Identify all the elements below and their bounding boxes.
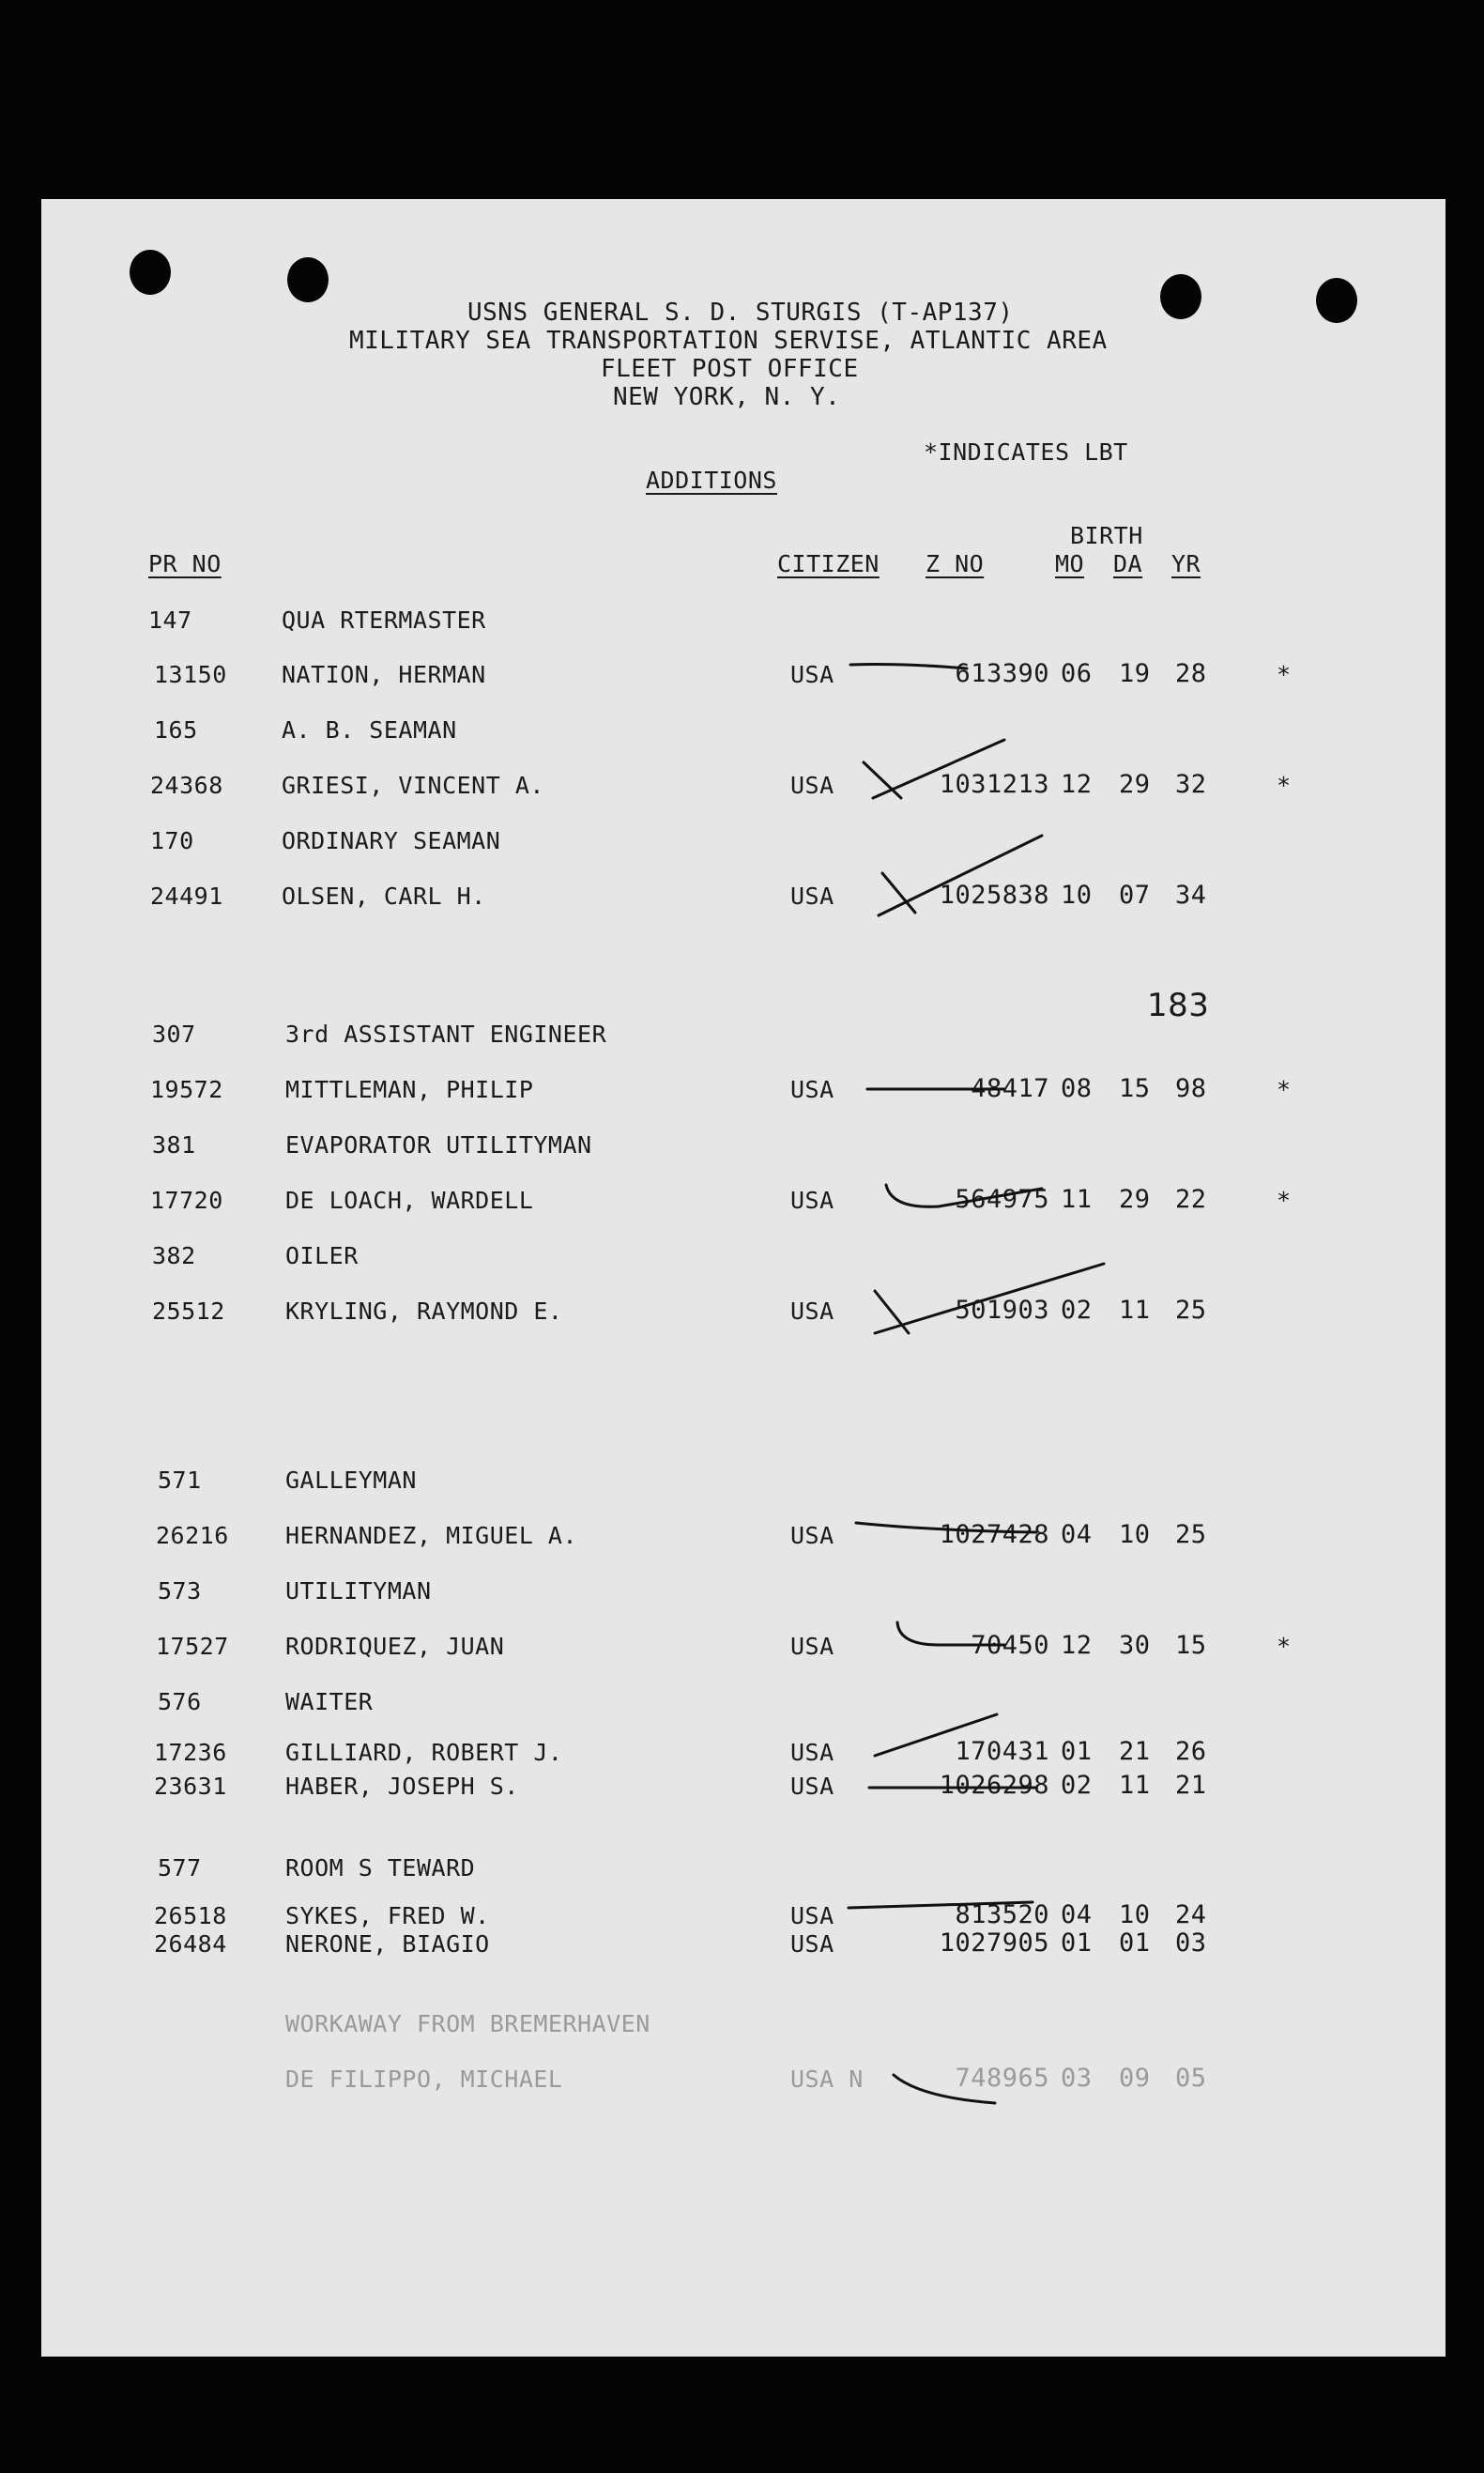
- lbt-legend: *INDICATES LBT: [924, 438, 1128, 466]
- birth-year: 25: [1175, 1520, 1207, 1549]
- pr-number: 13150: [154, 661, 227, 688]
- row-name: OLSEN, CARL H.: [282, 883, 486, 910]
- citizen-cell: USA: [790, 1773, 834, 1800]
- pr-number: 573: [158, 1577, 202, 1605]
- citizen-cell: USA: [790, 1902, 834, 1929]
- citizen-cell: USA N: [790, 2066, 864, 2093]
- row-name: SYKES, FRED W.: [285, 1902, 490, 1929]
- row-name: HABER, JOSEPH S.: [285, 1773, 519, 1800]
- lbt-marker: *: [1277, 1633, 1292, 1660]
- pr-number: 26484: [154, 1930, 227, 1958]
- row-name: NERONE, BIAGIO: [285, 1930, 490, 1958]
- row-name: HERNANDEZ, MIGUEL A.: [285, 1522, 578, 1549]
- birth-year: 21: [1175, 1771, 1207, 1800]
- birth-month: 12: [1061, 1631, 1093, 1660]
- row-name: UTILITYMAN: [285, 1577, 432, 1605]
- birth-day: 11: [1119, 1296, 1151, 1325]
- header-line-1: USNS GENERAL S. D. STURGIS (T-AP137): [467, 299, 1014, 327]
- birth-year: 05: [1175, 2064, 1207, 2093]
- citizen-cell: USA: [790, 1076, 834, 1103]
- citizen-cell: USA: [790, 772, 834, 799]
- citizen-cell: USA: [790, 1739, 834, 1766]
- header-line-4: NEW YORK, N. Y.: [613, 383, 841, 411]
- birth-year: 34: [1175, 881, 1207, 910]
- birth-year: 15: [1175, 1631, 1207, 1660]
- row-name: ORDINARY SEAMAN: [282, 827, 501, 854]
- birth-day: 21: [1119, 1737, 1151, 1766]
- birth-year: 25: [1175, 1296, 1207, 1325]
- yr-header: YR: [1171, 550, 1201, 577]
- citizen-header: CITIZEN: [777, 550, 880, 577]
- birth-month: 06: [1061, 659, 1093, 688]
- row-name: GRIESI, VINCENT A.: [282, 772, 544, 799]
- lbt-marker: *: [1277, 1187, 1292, 1214]
- pr-number: 170: [150, 827, 194, 854]
- z-number: 48417: [971, 1074, 1049, 1103]
- row-name: WORKAWAY FROM BREMERHAVEN: [285, 2010, 650, 2037]
- pr-number: 25512: [152, 1298, 225, 1325]
- header-line-3: FLEET POST OFFICE: [601, 355, 859, 383]
- row-name: MITTLEMAN, PHILIP: [285, 1076, 534, 1103]
- punch-hole: [1316, 278, 1357, 323]
- mo-header: MO: [1055, 550, 1085, 577]
- da-header: DA: [1113, 550, 1143, 577]
- birth-header: BIRTH: [1070, 522, 1143, 549]
- z-number: 813520: [955, 1900, 1049, 1929]
- punch-hole: [130, 250, 171, 295]
- birth-month: 04: [1061, 1900, 1093, 1929]
- document-page: [41, 199, 1446, 2357]
- z-number: 613390: [955, 659, 1049, 688]
- pr-number: 24368: [150, 772, 223, 799]
- z-number: 748965: [955, 2064, 1049, 2093]
- birth-year: 22: [1175, 1185, 1207, 1214]
- birth-day: 07: [1119, 881, 1151, 910]
- birth-year: 24: [1175, 1900, 1207, 1929]
- pr-number: 26216: [156, 1522, 229, 1549]
- z-no-header: Z NO: [926, 550, 985, 577]
- punch-hole: [287, 257, 329, 302]
- citizen-cell: USA: [790, 1298, 834, 1325]
- z-number: 1027428: [939, 1520, 1049, 1549]
- citizen-cell: USA: [790, 661, 834, 688]
- pr-number: 23631: [154, 1773, 227, 1800]
- birth-day: 29: [1119, 770, 1151, 799]
- birth-month: 04: [1061, 1520, 1093, 1549]
- birth-day: 10: [1119, 1900, 1151, 1929]
- row-name: WAITER: [285, 1688, 374, 1715]
- row-name: KRYLING, RAYMOND E.: [285, 1298, 563, 1325]
- birth-month: 03: [1061, 2064, 1093, 2093]
- pr-number: 26518: [154, 1902, 227, 1929]
- birth-year: 98: [1175, 1074, 1207, 1103]
- citizen-cell: USA: [790, 883, 834, 910]
- birth-day: 29: [1119, 1185, 1151, 1214]
- citizen-cell: USA: [790, 1187, 834, 1214]
- birth-month: 01: [1061, 1928, 1093, 1958]
- section-title: ADDITIONS: [646, 467, 777, 494]
- pr-number: 577: [158, 1854, 202, 1882]
- birth-day: 19: [1119, 659, 1151, 688]
- birth-day: 15: [1119, 1074, 1151, 1103]
- birth-day: 01: [1119, 1928, 1151, 1958]
- lbt-marker: *: [1277, 772, 1292, 799]
- pr-no-header: PR NO: [148, 550, 222, 577]
- lbt-marker: *: [1277, 661, 1292, 688]
- pr-number: 24491: [150, 883, 223, 910]
- birth-month: 10: [1061, 881, 1093, 910]
- birth-day: 30: [1119, 1631, 1151, 1660]
- row-name: ROOM S TEWARD: [285, 1854, 476, 1882]
- birth-year: 32: [1175, 770, 1207, 799]
- lbt-marker: *: [1277, 1076, 1292, 1103]
- z-number: 1026298: [939, 1771, 1049, 1800]
- row-name: DE FILIPPO, MICHAEL: [285, 2066, 563, 2093]
- row-name: DE LOACH, WARDELL: [285, 1187, 534, 1214]
- page-number: 183: [1147, 987, 1210, 1024]
- citizen-cell: USA: [790, 1522, 834, 1549]
- pr-number: 19572: [150, 1076, 223, 1103]
- birth-year: 03: [1175, 1928, 1207, 1958]
- z-number: 1031213: [939, 770, 1049, 799]
- pr-number: 571: [158, 1467, 202, 1494]
- birth-month: 11: [1061, 1185, 1093, 1214]
- birth-month: 08: [1061, 1074, 1093, 1103]
- row-name: QUA RTERMASTER: [282, 607, 486, 634]
- birth-year: 26: [1175, 1737, 1207, 1766]
- z-number: 1027905: [939, 1928, 1049, 1958]
- birth-month: 02: [1061, 1296, 1093, 1325]
- z-number: 564975: [955, 1185, 1049, 1214]
- birth-day: 11: [1119, 1771, 1151, 1800]
- birth-day: 10: [1119, 1520, 1151, 1549]
- pr-number: 147: [148, 607, 192, 634]
- pr-number: 576: [158, 1688, 202, 1715]
- z-number: 1025838: [939, 881, 1049, 910]
- pr-number: 17527: [156, 1633, 229, 1660]
- birth-month: 12: [1061, 770, 1093, 799]
- row-name: 3rd ASSISTANT ENGINEER: [285, 1021, 607, 1048]
- punch-hole: [1160, 274, 1201, 319]
- row-name: RODRIQUEZ, JUAN: [285, 1633, 505, 1660]
- pr-number: 381: [152, 1131, 196, 1159]
- z-number: 501903: [955, 1296, 1049, 1325]
- pr-number: 17236: [154, 1739, 227, 1766]
- row-name: A. B. SEAMAN: [282, 716, 457, 744]
- z-number: 170431: [955, 1737, 1049, 1766]
- birth-year: 28: [1175, 659, 1207, 688]
- citizen-cell: USA: [790, 1633, 834, 1660]
- birth-month: 01: [1061, 1737, 1093, 1766]
- birth-day: 09: [1119, 2064, 1151, 2093]
- birth-month: 02: [1061, 1771, 1093, 1800]
- row-name: NATION, HERMAN: [282, 661, 486, 688]
- pr-number: 165: [154, 716, 198, 744]
- row-name: EVAPORATOR UTILITYMAN: [285, 1131, 592, 1159]
- pr-number: 382: [152, 1242, 196, 1269]
- header-line-2: MILITARY SEA TRANSPORTATION SERVISE, ATLANTIC AREA: [349, 327, 1108, 355]
- row-name: OILER: [285, 1242, 359, 1269]
- pr-number: 307: [152, 1021, 196, 1048]
- row-name: GALLEYMAN: [285, 1467, 417, 1494]
- pr-number: 17720: [150, 1187, 223, 1214]
- z-number: 70450: [971, 1631, 1049, 1660]
- citizen-cell: USA: [790, 1930, 834, 1958]
- row-name: GILLIARD, ROBERT J.: [285, 1739, 563, 1766]
